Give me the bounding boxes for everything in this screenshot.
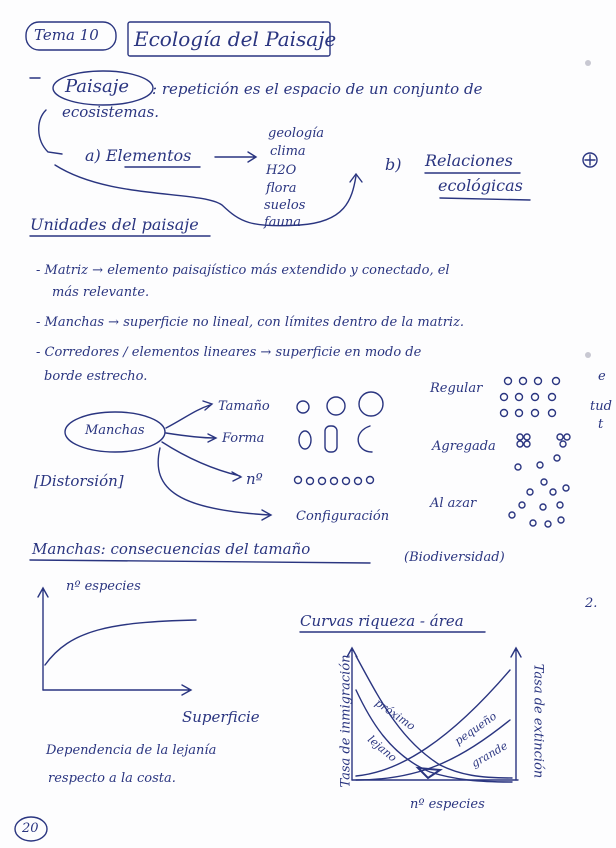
matriz-line-1: - Matriz → elemento paisajístico más extendido y conectado, el <box>36 263 450 278</box>
tema-label: Tema 10 <box>34 26 99 44</box>
dependencia-line-2: respecto a la costa. <box>48 771 176 786</box>
element-item: flora <box>266 181 297 196</box>
corredores-line-1: - Corredores / elementos lineares → superficie en modo de <box>36 345 422 360</box>
proximo-label: próximo <box>372 696 418 734</box>
regular-pattern <box>501 378 560 417</box>
underline-consecuencias <box>30 560 370 563</box>
left-axis-label: Tasa de inmigración <box>338 654 354 788</box>
numero-label: nº <box>246 470 263 488</box>
grande-label: grande <box>469 739 510 771</box>
element-item: suelos <box>264 198 306 213</box>
matriz-line-2: más relevante. <box>52 285 150 300</box>
definition-line-1: : repetición es el espacio de un conjunto de <box>152 80 483 98</box>
graph2-right-axis <box>511 648 521 780</box>
lejano-label: lejano <box>365 732 400 765</box>
corredores-line-2: borde estrecho. <box>44 369 148 384</box>
aggregated-pattern <box>515 434 570 470</box>
manchas-center-label: Manchas <box>85 423 145 438</box>
graph1-y-axis <box>38 588 48 690</box>
consecuencias-heading: Manchas: consecuencias del tamaño <box>32 540 311 558</box>
agregada-label: Agregada <box>432 439 496 454</box>
regular-label: Regular <box>430 381 483 396</box>
margin-hole <box>585 60 591 66</box>
element-item: fauna <box>264 215 302 230</box>
margin-note: tud <box>590 399 612 414</box>
graph1-y-label: nº especies <box>66 579 141 594</box>
azar-label: Al azar <box>430 496 477 511</box>
tamano-label: Tamaño <box>218 399 270 414</box>
right-axis-label: Tasa de extinción <box>530 663 546 779</box>
bracket-a <box>39 110 62 154</box>
curvas-x-label: nº especies <box>410 797 485 812</box>
random-pattern <box>509 479 569 527</box>
arrow-elements <box>215 152 256 162</box>
distorsion-label: [Distorsión] <box>34 472 124 490</box>
unidades-heading: Unidades del paisaje <box>30 215 199 234</box>
relaciones-marker: b) <box>385 155 402 174</box>
curvas-title: Curvas riqueza - área <box>300 612 464 630</box>
configuracion-label: Configuración <box>296 509 390 524</box>
graph1-x-label: Superficie <box>182 708 260 726</box>
graph1-x-axis <box>43 685 191 695</box>
element-item: clima <box>270 144 306 159</box>
margin-note: t <box>598 417 604 432</box>
relaciones-line-2: ecológicas <box>438 176 523 195</box>
dependencia-line-1: Dependencia de la lejanía <box>46 743 217 758</box>
margin-note: 2. <box>585 596 598 611</box>
element-item: geología <box>268 126 325 141</box>
forma-label: Forma <box>222 431 265 446</box>
definition-line-2: ecosistemas. <box>62 103 160 121</box>
paisaje-term: Paisaje <box>65 76 129 97</box>
page-number: 20 <box>22 821 39 836</box>
biodiversidad-note: (Biodiversidad) <box>404 550 505 565</box>
relaciones-line-1: Relaciones <box>425 151 513 170</box>
margin-note: e <box>598 369 606 384</box>
margin-hole <box>585 352 591 358</box>
element-item: H2O <box>266 163 297 178</box>
pequeno-label: pequeño <box>452 709 500 748</box>
graph1-curve <box>45 620 196 665</box>
page-title: Ecología del Paisaje <box>134 27 337 51</box>
elementos-label: a) Elementos <box>85 146 192 165</box>
manchas-line: - Manchas → superficie no lineal, con límites dentro de la matriz. <box>36 315 465 330</box>
